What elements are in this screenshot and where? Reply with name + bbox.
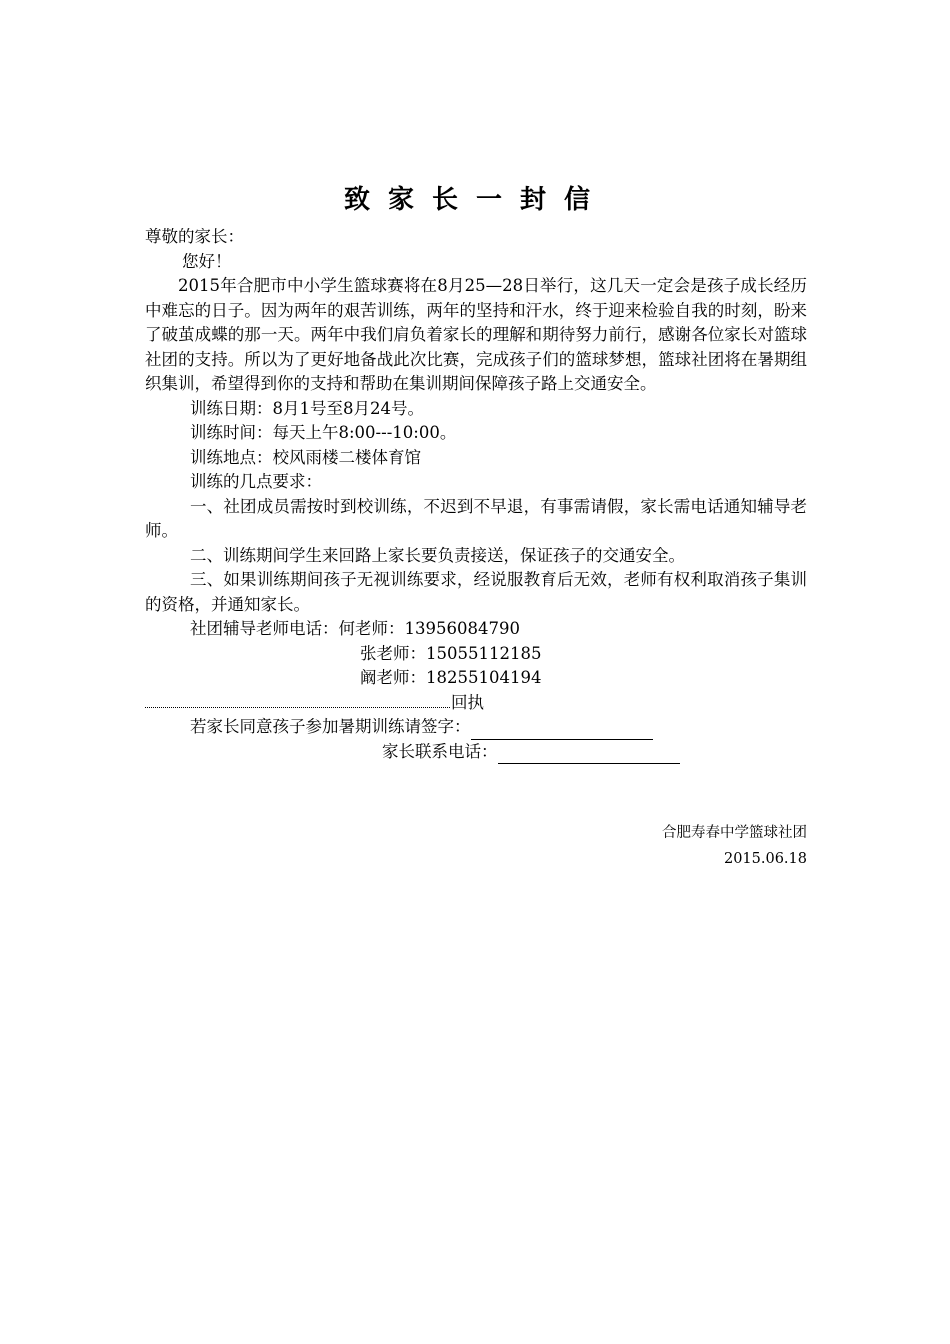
signature-field[interactable] bbox=[471, 721, 653, 740]
contact-name: 何老师： bbox=[338, 619, 405, 638]
contact-phone: 18255104194 bbox=[426, 668, 542, 687]
letter-body bbox=[145, 225, 807, 764]
receipt-label: 回执 bbox=[451, 692, 484, 712]
parent-phone-label: 家长联系电话： bbox=[382, 741, 498, 761]
dotted-cut-line bbox=[145, 707, 450, 708]
letter-title: 致家长一封信 bbox=[343, 185, 608, 215]
letter-footer bbox=[662, 820, 807, 872]
signature-org: 合肥寿春中学篮球社团 bbox=[662, 825, 807, 841]
consent-row bbox=[145, 715, 807, 740]
greeting: 您好！ bbox=[182, 251, 232, 271]
contact-row bbox=[145, 642, 807, 667]
letter-date: 2015.06.18 bbox=[723, 851, 807, 867]
training-date: 训练日期：8月1号至8月24号。 bbox=[190, 398, 424, 418]
contact-row bbox=[145, 617, 807, 642]
contact-name: 阚老师： bbox=[360, 668, 426, 687]
parent-phone-row bbox=[145, 740, 807, 765]
requirement-item: 一、社团成员需按时到校训练，不迟到不早退，有事需请假，家长需电话通知辅导老师。 bbox=[145, 496, 807, 540]
contact-phone: 13956084790 bbox=[404, 619, 520, 638]
training-place: 训练地点：校风雨楼二楼体育馆 bbox=[190, 447, 421, 467]
salutation: 尊敬的家长： bbox=[145, 227, 244, 246]
training-time: 训练时间：每天上午8:00---10:00。 bbox=[190, 423, 457, 442]
requirement-item: 二、训练期间学生来回路上家长要负责接送，保证孩子的交通安全。 bbox=[190, 545, 685, 565]
intro-paragraph: 2015年合肥市中小学生篮球赛将在8月25—28日举行，这几天一定会是孩子成长经历中难忘的日子。因为两年的艰苦训练，两年的坚持和汗水，终于迎来检验自我的时刻，盼来了破茧成蝶的那一天。两年中我们肩负着家长的理解和期待努力前行，感谢各位家长对篮球社团的支持。所以为了更好地备战此次比赛，完成孩子们的篮球梦想，篮球社团将在暑期组织集训，希望得到你的支持和帮助在集训期间保障孩子路上交通安全。 bbox=[145, 276, 807, 393]
contact-row bbox=[145, 666, 807, 691]
parent-phone-field[interactable] bbox=[498, 745, 680, 764]
contact-name: 张老师： bbox=[360, 643, 426, 663]
consent-label: 若家长同意孩子参加暑期训练请签字： bbox=[190, 717, 471, 736]
receipt-divider bbox=[145, 691, 807, 716]
contact-phone: 15055112185 bbox=[426, 643, 542, 663]
requirements-heading: 训练的几点要求： bbox=[190, 472, 322, 491]
requirement-item: 三、如果训练期间孩子无视训练要求，经说服教育后无效，老师有权利取消孩子集训的资格，并通知家长。 bbox=[145, 570, 807, 614]
contacts-label: 社团辅导老师电话： bbox=[190, 619, 339, 638]
